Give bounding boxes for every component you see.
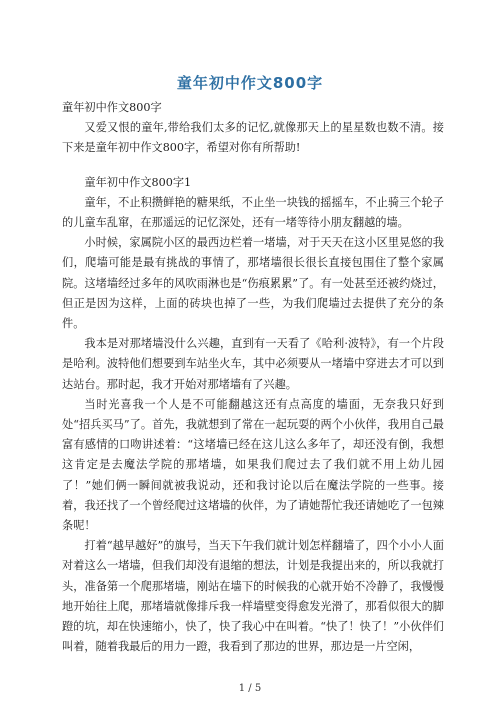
spacer [62,159,444,173]
intro-paragraph: 又爱又恨的童年,带给我们太多的记忆,就像那天上的星星数也数不清。接下来是童年初中作文800字，希望对你有所帮助! [62,121,444,155]
body-paragraph: 小时候，家属院小区的最西边栏着一堵墙，对于天天在这小区里晃悠的我们，爬墙可能是最有挑战的事情了，那堵墙很长很长直接包围住了整个家属院。这堵墙经过多年的风吹雨淋也是“伤痕累累”了。有一处甚至还被约烧过，但正是因为这样，上面的砖块也掉了一些，为我们爬墙过去提供了充分的条件。 [62,236,444,331]
page-number: 1 / 5 [238,683,262,694]
document-body [62,98,444,657]
body-paragraph: 打着“越早越好”的旗号，当天下午我们就计划怎样翻墙了，四个小小人面对着这么一堵墙，但我们却没有退缩的想法，计划是我提出来的，所以我就打头，准备第一个爬那堵墙，刚站在墙下的时候我的心就开始不冷静了，我慢慢地开始往上爬，那堵墙就像排斥我一样墙壁变得愈发光滑了，那看似很大的脚蹬的坑，却在快速缩小，快了，快了我心中在叫着。“快了！快了！”小伙伴们叫着，随着我最后的用力一蹬，我看到了那边的世界，那边是一片空闲， [62,539,444,654]
body-paragraph: 童年，不止积攒鲜艳的糖果纸，不止坐一块钱的摇摇车，不止骑三个轮子的儿童车乱窜，在那遥远的记忆深处，还有一堵等待小朋友翻越的墙。 [62,195,444,230]
document-subtitle: 童年初中作文800字 [62,101,162,114]
page-title: 童年初中作文800字 [176,74,324,92]
body-paragraph: 我本是对那堵墙没什么兴趣，直到有一天看了《哈利·波特》，有一个片段是哈利。波特他们想要到车站坐火车，其中必须要从一堵墙中穿进去才可以到达站台。那时起，我才开始对那堵墙有了兴趣。 [62,337,444,391]
body-paragraph: 当时光喜我一个人是不可能翻越这还有点高度的墙面，无奈我只好到处“招兵买马”了。首先，我就想到了常在一起玩耍的两个小伙伴，我用自己最富有感情的口吻讲述着：“这堵墙已经在这儿这么多年了，却还没有倒，我想这肯定是去魔法学院的那堵墙，如果我们爬过去了我们就不用上幼儿园了！”她们俩一瞬间就被我说动，还和我讨论以后在魔法学院的一些事。接着，我还找了一个曾经爬过这堵墙的伙伴，为了请她帮忙我还请她吃了一包辣条呢！ [62,397,444,533]
essay-heading: 童年初中作文800字1 [84,175,192,189]
